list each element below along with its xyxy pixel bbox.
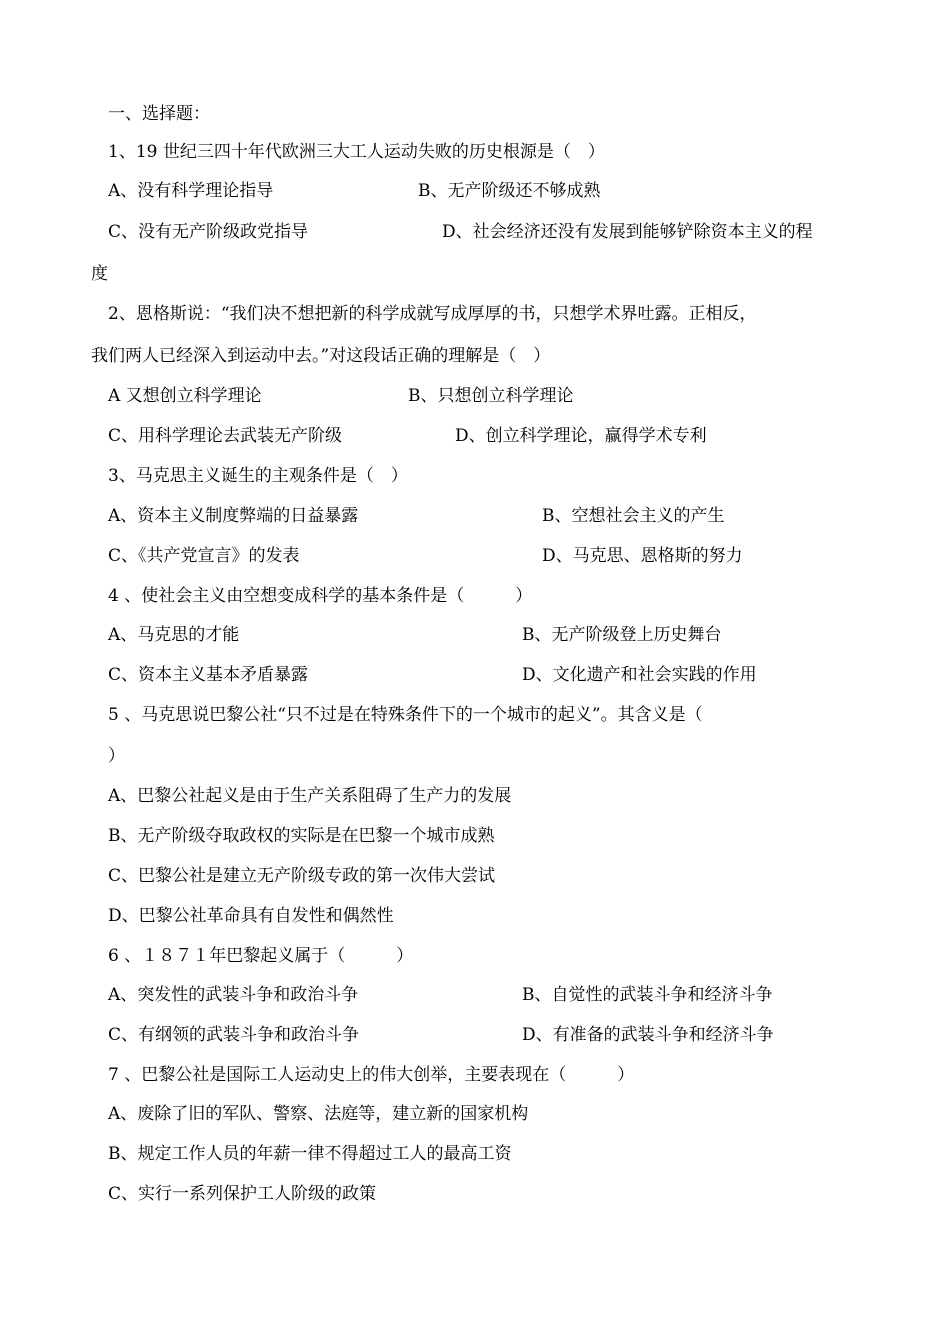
- question-1-option-d: D、社会经济还没有发展到能够铲除资本主义的程: [442, 222, 813, 242]
- question-2-stem-continued: 我们两人已经深入到运动中去。”对这段话正确的理解是（ ）: [91, 346, 551, 366]
- question-6-option-b: B、自觉性的武装斗争和经济斗争: [522, 985, 773, 1005]
- question-1-stem: 1、19 世纪三四十年代欧洲三大工人运动失败的历史根源是（ ）: [108, 142, 605, 162]
- question-5-option-d: D、巴黎公社革命具有自发性和偶然性: [108, 906, 394, 926]
- question-4-option-d: D、文化遗产和社会实践的作用: [522, 665, 757, 685]
- question-4-option-b: B、无产阶级登上历史舞台: [522, 625, 722, 645]
- question-4-option-c: C、资本主义基本矛盾暴露: [108, 665, 309, 685]
- question-5-stem-continued: ）: [108, 746, 125, 766]
- question-5-option-c: C、巴黎公社是建立无产阶级专政的第一次伟大尝试: [108, 866, 496, 886]
- question-2-option-a: A 又想创立科学理论: [108, 386, 262, 406]
- question-5-stem: 5 、马克思说巴黎公社“只不过是在特殊条件下的一个城市的起义”。其含义是（: [108, 705, 703, 725]
- question-6-option-a: A、突发性的武装斗争和政治斗争: [108, 985, 359, 1005]
- question-6-stem: 6 、１８７１年巴黎起义属于（ ）: [108, 946, 414, 966]
- question-2-option-b: B、只想创立科学理论: [408, 386, 574, 406]
- question-4-stem: 4 、使社会主义由空想变成科学的基本条件是（ ）: [108, 586, 533, 606]
- question-1-option-a: A、没有科学理论指导: [108, 181, 274, 201]
- question-1-option-c: C、没有无产阶级政党指导: [108, 222, 309, 242]
- question-2-option-c: C、用科学理论去武装无产阶级: [108, 426, 343, 446]
- question-3-stem: 3、马克思主义诞生的主观条件是（ ）: [108, 466, 408, 486]
- question-7-stem: 7 、巴黎公社是国际工人运动史上的伟大创举，主要表现在（ ）: [108, 1065, 635, 1085]
- question-1-option-b: B、无产阶级还不够成熟: [418, 181, 601, 201]
- question-3-option-c: C、《共产党宣言》的发表: [108, 546, 300, 566]
- question-3-option-d: D、马克思、恩格斯的努力: [542, 546, 743, 566]
- question-5-option-a: A、巴黎公社起义是由于生产关系阻碍了生产力的发展: [108, 786, 512, 806]
- question-5-option-b: B、无产阶级夺取政权的实际是在巴黎一个城市成熟: [108, 826, 495, 846]
- question-4-option-a: A、马克思的才能: [108, 625, 240, 645]
- question-7-option-c: C、实行一系列保护工人阶级的政策: [108, 1184, 377, 1204]
- question-2-option-d: D、创立科学理论，赢得学术专利: [455, 426, 707, 446]
- question-1-option-d-continued: 度: [91, 264, 108, 284]
- question-6-option-d: D、有准备的武装斗争和经济斗争: [522, 1025, 774, 1045]
- question-2-stem: 2、恩格斯说：“我们决不想把新的科学成就写成厚厚的书，只想学术界吐露。正相反，: [108, 304, 757, 324]
- section-title: 一、选择题：: [108, 104, 210, 124]
- question-3-option-b: B、空想社会主义的产生: [542, 506, 725, 526]
- question-7-option-b: B、规定工作人员的年薪一律不得超过工人的最高工资: [108, 1144, 512, 1164]
- question-6-option-c: C、有纲领的武装斗争和政治斗争: [108, 1025, 360, 1045]
- question-3-option-a: A、资本主义制度弊端的日益暴露: [108, 506, 359, 526]
- question-7-option-a: A、废除了旧的军队、警察、法庭等，建立新的国家机构: [108, 1104, 529, 1124]
